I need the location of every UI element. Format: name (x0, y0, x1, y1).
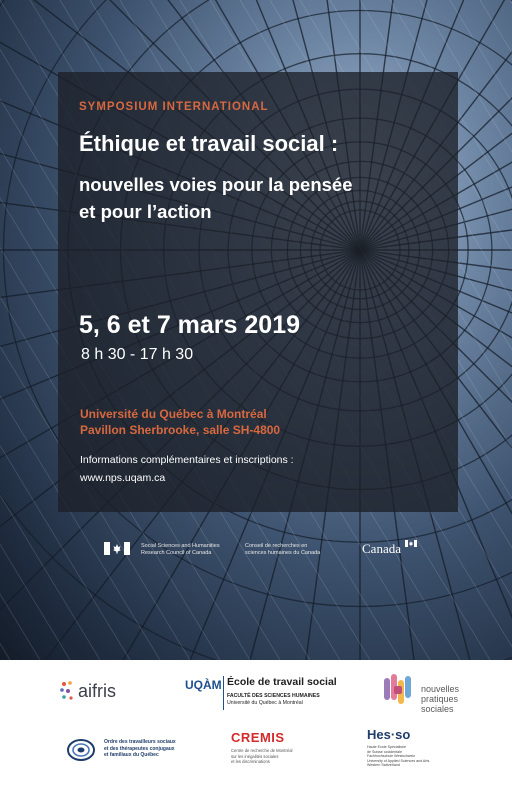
nps-line-2: pratiques (421, 694, 459, 704)
info-block (80, 451, 294, 487)
sshrc-fr-line-2: sciences humaines du Canada (245, 550, 321, 556)
ordre-line-1: Ordre des travailleurs sociaux (104, 739, 176, 745)
uqam-divider (223, 676, 224, 710)
nps-logo-icon (382, 672, 418, 708)
hes-line-1: Haute Ecole Spécialisée (367, 745, 406, 749)
event-hours: 8 h 30 - 17 h 30 (81, 346, 194, 363)
aifris-logo-icon (60, 680, 76, 702)
venue-room: Pavillon Sherbrooke, salle SH-4800 (80, 423, 281, 437)
event-dates: 5, 6 et 7 mars 2019 (79, 311, 300, 339)
event-venue (80, 406, 280, 438)
canada-flag-icon (104, 542, 130, 555)
hes-so-subtitle (367, 745, 429, 768)
sshrc-fr-line-1: Conseil de recherches en (245, 543, 308, 549)
ecole-travail-social: École de travail social (227, 676, 337, 688)
sshrc-en-line-1: Social Sciences and Humanities (141, 543, 220, 549)
cremis-line-1: Centre de recherche de Montréal (231, 748, 293, 753)
subtitle-line-2: et pour l’action (79, 201, 212, 222)
hes-line-3: Fachhochschule Westschweiz (367, 754, 416, 758)
ordre-line-3: et familiaux du Québec (104, 752, 159, 758)
cremis-line-2: sur les inégalités sociales (231, 753, 279, 759)
ordre-logo (104, 739, 176, 759)
cremis-line-3: et les discriminations (231, 759, 270, 764)
cremis-subtitle (231, 748, 292, 765)
hes-line-4: University of Applied Sciences and Arts (367, 758, 430, 763)
uqam-logo: UQÀM (185, 678, 222, 692)
hes-line-2: de Suisse occidentale (367, 749, 402, 754)
nps-line-3: sociales (421, 704, 454, 714)
nps-logo (421, 684, 459, 714)
sshrc-french (245, 543, 320, 557)
aifris-logo: aifris (78, 681, 117, 701)
ordre-logo-icon (66, 738, 96, 762)
event-kicker: SYMPOSIUM INTERNATIONAL (79, 101, 269, 113)
nps-line-1: nouvelles (421, 684, 460, 694)
universite-label: Université du Québec à Montréal (227, 700, 303, 706)
info-label: Informations complémentaires et inscriptions : (80, 454, 294, 466)
event-subtitle (79, 171, 459, 225)
ordre-line-2: et des thérapeutes conjugaux (104, 745, 175, 752)
hes-line-5: Western Switzerland (367, 763, 400, 767)
canada-wordmark: Canada (362, 541, 401, 556)
venue-university: Université du Québec à Montréal (80, 407, 267, 421)
sshrc-en-line-2: Research Council of Canada (141, 550, 212, 556)
event-title: Éthique et travail social : (79, 131, 339, 156)
canada-wordmark-flag-icon (405, 540, 417, 547)
subtitle-line-1: nouvelles voies pour la pensée (79, 174, 353, 195)
website-link[interactable]: www.nps.uqam.ca (80, 472, 166, 484)
sshrc-english (141, 543, 220, 557)
faculte-label: FACULTÉ DES SCIENCES HUMAINES (227, 693, 320, 699)
cremis-logo: CREMIS (231, 730, 285, 745)
hes-so-logo: Hes·so (367, 727, 411, 742)
